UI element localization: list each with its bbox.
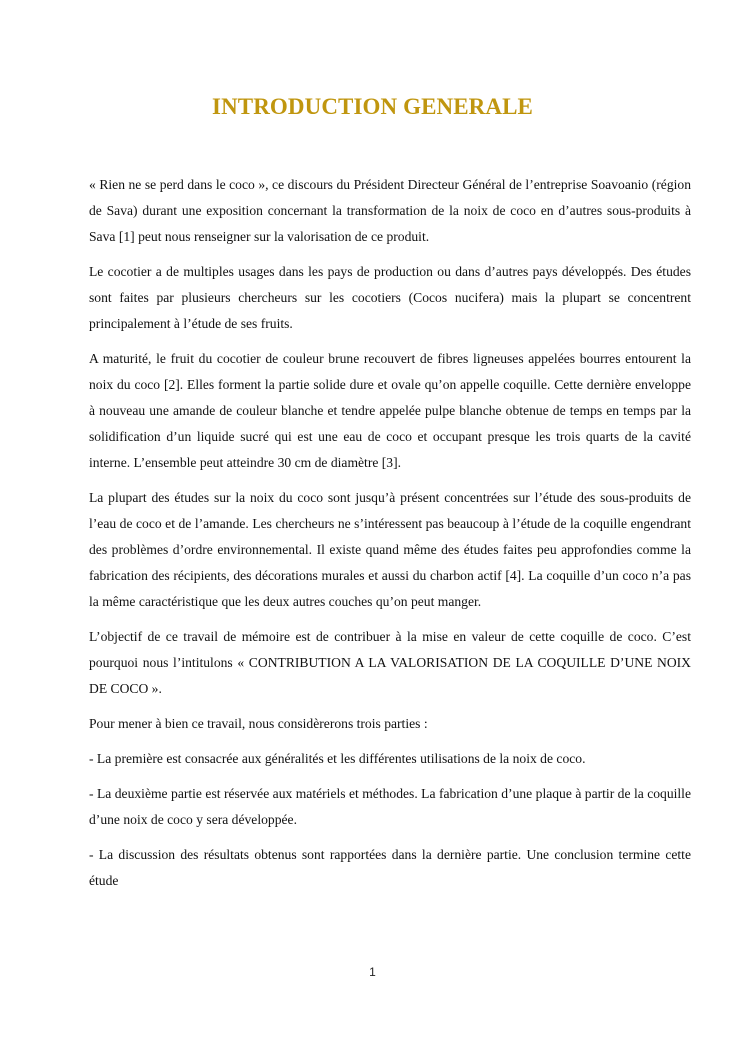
- paragraph-fruit-structure: A maturité, le fruit du cocotier de couleur brune recouvert de fibres ligneuses appelées bourres entourent la noix du coco [2]. Elles forment la partie solide dure et ovale qu’on appelle coquille. Cette dernière enveloppe à nouveau une amande de couleur blanche et tendre appelée pulpe blanche obtenue de temps en temps par la solidification d’un liquide sucré qui est une eau de coco et occupant presque les trois quarts de la cavité interne. L’ensemble peut atteindre 30 cm de diamètre [3].: [89, 351, 691, 470]
- body-text: [89, 172, 691, 903]
- paragraph-plan-intro: Pour mener à bien ce travail, nous considèrerons trois parties :: [89, 716, 428, 731]
- paragraph-studies: La plupart des études sur la noix du coco sont jusqu’à présent concentrées sur l’étude des sous-produits de l’eau de coco et de l’amande. Les chercheurs ne s’intéressent pas beaucoup à l’étude de la coquille engendrant des problèmes d’ordre environnemental. Il existe quand même des études faites peu approfondies comme la fabrication des récipients, des décorations murales et aussi du charbon actif [4]. La coquille d’un coco n’a pas la même caractéristique que les deux autres couches qu’on peut manger.: [89, 490, 691, 609]
- list-item-part-one: - La première est consacrée aux généralités et les différentes utilisations de la noix de coco.: [89, 751, 586, 766]
- list-item-part-three: - La discussion des résultats obtenus sont rapportées dans la dernière partie. Une conclusion termine cette étude: [89, 847, 691, 888]
- list-item-part-two: - La deuxième partie est réservée aux matériels et méthodes. La fabrication d’une plaque à partir de la coquille d’une noix de coco y sera développée.: [89, 786, 691, 827]
- paragraph-intro-quote: « Rien ne se perd dans le coco », ce discours du Président Directeur Général de l’entreprise Soavoanio (région de Sava) durant une exposition concernant la transformation de la noix de coco en d’autres sous-produits à Sava [1] peut nous renseigner sur la valorisation de ce produit.: [89, 177, 691, 244]
- page-title: INTRODUCTION GENERALE: [212, 94, 533, 119]
- paragraph-objective: L’objectif de ce travail de mémoire est de contribuer à la mise en valeur de cette coquille de coco. C’est pourquoi nous l’intitulons « CONTRIBUTION A LA VALORISATION DE LA COQUILLE D’UNE NOIX DE COCO ».: [89, 629, 691, 696]
- page-number: 1: [369, 965, 376, 979]
- paragraph-cocotier-usages: Le cocotier a de multiples usages dans les pays de production ou dans d’autres pays développés. Des études sont faites par plusieurs chercheurs sur les cocotiers (Cocos nucifera) mais la plupart se concentrent principalement à l’étude de ses fruits.: [89, 264, 691, 331]
